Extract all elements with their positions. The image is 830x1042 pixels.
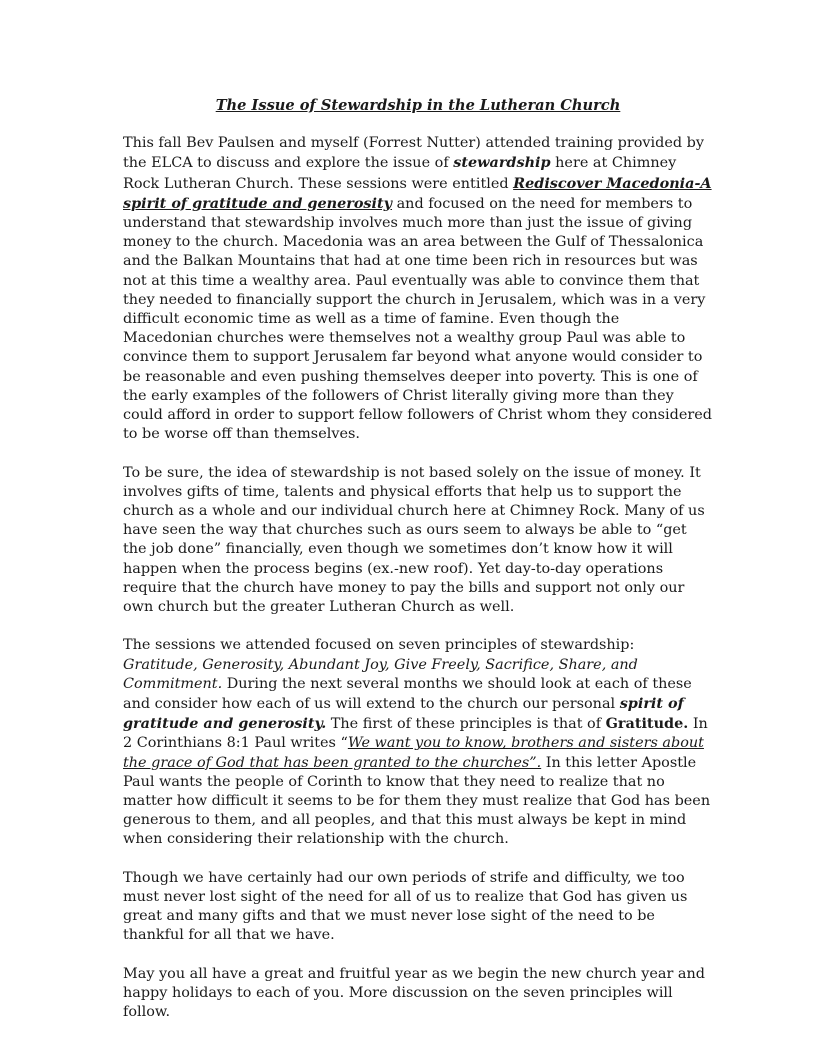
paragraph-closing: May you all have a great and fruitful year as we begin the new church year and happy holidays to each of you. More discussion on the seven principles will follow. [123, 965, 705, 1021]
p1-text-a: This fall Bev Paulsen and myself (Forrest Nutter) attended training provided by the ELCA to discuss and explore the issue of [123, 135, 705, 172]
paragraph-principles [123, 636, 713, 849]
p1-stewardship-emphasis: stewardship [453, 154, 551, 172]
p3-principles-list: Gratitude, Generosity, Abundant Joy, Give Freely, Sacrifice, Share, and Commitment. [123, 656, 638, 692]
p3-scripture-quote: We want you to know, brothers and sisters about the grace of God that has been granted to the churches”. [123, 735, 704, 771]
paragraph-training [123, 134, 713, 444]
p3-spirit-emphasis: spirit of gratitude and generosity. [123, 695, 684, 733]
p1-text-e: and focused on the need for members to understand that stewardship involves much more than just the issue of giving money to the church. Macedonia was an area between the Gulf of Thessalonica and the Balkan Mountains that had at one time been rich in resources but was not at this time a wealthy area. Paul eventually was able to convince them that they needed to financially support the church in Jerusalem, which was in a very difficult economic time as well as a time of famine. Even though the Macedonian churches were themselves not a wealthy group Paul was able to convince them to support Jerusalem far beyond what anyone would consider to be reasonable and even pushing themselves deeper into poverty. This is one of the early examples of the followers of Christ literally giving more than they could afford in order to support fellow followers of Christ whom they considered to be worse off than themselves. [123, 195, 712, 443]
p1-session-title: Rediscover Macedonia-A spirit of gratitude and generosity [123, 174, 712, 212]
p1-text-c: here at Chimney Rock Lutheran Church. These sessions were entitled [123, 155, 677, 192]
paragraph-strife: Though we have certainly had our own periods of strife and difficulty, we too must never lost sight of the need for all of us to realize that God has given us great and many gifts and that we must never lose sight of the need to be thankful for all that we have. [123, 869, 688, 944]
p3-text-e: The first of these principles is that of [326, 716, 606, 733]
p3-text-a: The sessions we attended focused on seven principles of stewardship: [123, 637, 635, 654]
document-page [123, 96, 713, 1042]
p3-text-i: In this letter Apostle Paul wants the people of Corinth to know that they need to realize that no matter how difficult it seems to be for them they must realize that God has been generous to them, and all peoples, and that this must always be kept in mind when considering their relationship with the church. [123, 754, 711, 848]
paragraph-money: To be sure, the idea of stewardship is not based solely on the issue of money. It involves gifts of time, talents and physical efforts that help us to support the church as a whole and our individual church here at Chimney Rock. Many of us have seen the way that churches such as ours seem to always be able to “get the job done” financially, even though we sometimes don’t know how it will happen when the process begins (ex.-new roof). Yet day-to-day operations require that the church have money to pay the bills and support not only our own church but the greater Lutheran Church as well. [123, 464, 705, 616]
p3-text-g: In 2 Corinthians 8:1 Paul writes “ [123, 716, 708, 752]
document-title: The Issue of Stewardship in the Lutheran Church [215, 97, 621, 114]
p3-text-c: During the next several months we should look at each of these and consider how each of us will extend to the church our personal [123, 675, 692, 713]
p3-gratitude-emphasis: Gratitude. [605, 715, 689, 733]
